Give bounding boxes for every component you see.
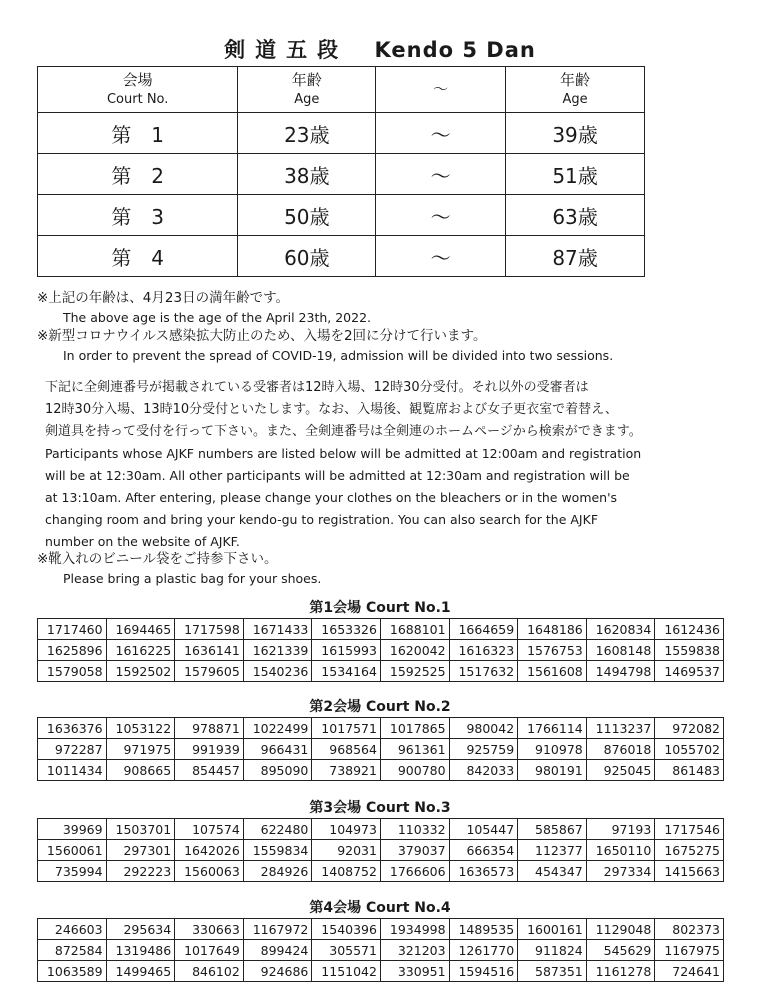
number-cell: 1055702 [655, 739, 724, 760]
number-cell: 802373 [655, 919, 724, 940]
number-cell: 1616225 [106, 640, 175, 661]
number-cell: 876018 [586, 739, 655, 760]
number-cell: 330663 [175, 919, 244, 940]
header-tilde: ～ [376, 67, 506, 113]
number-cell: 978871 [175, 718, 244, 739]
header-age-from [238, 67, 376, 113]
number-cell: 1022499 [243, 718, 312, 739]
court-4-title: 第4会場 Court No.4 [309, 900, 451, 916]
number-cell: 980042 [449, 718, 518, 739]
admission-en-line: will be at 12:30am. All other participants will be admitted at 12:30am and registration will be [45, 468, 630, 483]
table-row [38, 718, 724, 739]
number-cell: 1053122 [106, 718, 175, 739]
age-table [37, 66, 645, 277]
number-cell: 1620834 [586, 619, 655, 640]
shoes-note [37, 550, 727, 588]
number-cell: 1648186 [518, 619, 587, 640]
number-cell: 961361 [380, 739, 449, 760]
number-cell: 1560063 [175, 861, 244, 882]
table-row [38, 640, 724, 661]
number-cell: 1688101 [380, 619, 449, 640]
age-row-to: 39歳 [506, 113, 645, 154]
number-cell: 1494798 [586, 661, 655, 682]
number-cell: 1579605 [175, 661, 244, 682]
header-court-en: Court No. [106, 91, 169, 107]
table-row [38, 840, 724, 861]
number-cell: 1415663 [655, 861, 724, 882]
note-age-en: The above age is the age of the April 23th, 2022. [63, 310, 372, 325]
header-age-to [506, 67, 645, 113]
age-row-court: 第 1 [38, 113, 238, 154]
page-title [0, 34, 760, 64]
number-cell: 1489535 [449, 919, 518, 940]
number-cell: 321203 [380, 940, 449, 961]
number-cell: 924686 [243, 961, 312, 982]
number-cell: 1592525 [380, 661, 449, 682]
number-cell: 1625896 [38, 640, 107, 661]
number-cell: 1559834 [243, 840, 312, 861]
age-row-from: 23歳 [238, 113, 376, 154]
number-cell: 972082 [655, 718, 724, 739]
number-cell: 104973 [312, 819, 381, 840]
number-cell: 284926 [243, 861, 312, 882]
number-cell: 1594516 [449, 961, 518, 982]
number-cell: 1469537 [655, 661, 724, 682]
admission-block [45, 377, 725, 553]
number-cell: 1540236 [243, 661, 312, 682]
court-1-title: 第1会場 Court No.1 [309, 600, 451, 616]
header-court [38, 67, 238, 113]
number-cell: 861483 [655, 760, 724, 781]
number-cell: 968564 [312, 739, 381, 760]
number-cell: 966431 [243, 739, 312, 760]
number-cell: 1592502 [106, 661, 175, 682]
court-3-title: 第3会場 Court No.3 [309, 800, 451, 816]
number-cell: 1766606 [380, 861, 449, 882]
number-cell: 1017865 [380, 718, 449, 739]
number-cell: 1636376 [38, 718, 107, 739]
number-cell: 925759 [449, 739, 518, 760]
admission-jp-line: 剣道具を持って受付を行って下さい。また、全剣連番号は全剣連のホームページから検索ができます。 [45, 424, 642, 439]
number-cell: 1261770 [449, 940, 518, 961]
number-cell: 1534164 [312, 661, 381, 682]
number-cell: 292223 [106, 861, 175, 882]
number-cell: 1653326 [312, 619, 381, 640]
table-row [38, 819, 724, 840]
header-age2-jp: 年齢 [560, 70, 591, 89]
note-covid-jp: ※新型コロナウイルス感染拡大防止のため、入場を2回に分けて行います。 [37, 328, 487, 344]
number-cell: 39969 [38, 819, 107, 840]
age-row-court: 第 3 [38, 195, 238, 236]
age-row [38, 113, 645, 154]
age-row-from: 38歳 [238, 154, 376, 195]
age-row-sep: ～ [376, 113, 506, 154]
number-cell: 735994 [38, 861, 107, 882]
number-cell: 1499465 [106, 961, 175, 982]
number-cell: 972287 [38, 739, 107, 760]
table-row [38, 739, 724, 760]
number-cell: 105447 [449, 819, 518, 840]
number-cell: 1650110 [586, 840, 655, 861]
number-cell: 1615993 [312, 640, 381, 661]
header-court-jp: 会場 [122, 70, 153, 89]
number-cell: 899424 [243, 940, 312, 961]
table-row [38, 619, 724, 640]
court-1-table [37, 618, 724, 682]
number-cell: 980191 [518, 760, 587, 781]
number-cell: 1694465 [106, 619, 175, 640]
number-cell: 1620042 [380, 640, 449, 661]
number-cell: 585867 [518, 819, 587, 840]
number-cell: 97193 [586, 819, 655, 840]
number-cell: 1561608 [518, 661, 587, 682]
age-row [38, 236, 645, 277]
number-cell: 1167972 [243, 919, 312, 940]
number-cell: 112377 [518, 840, 587, 861]
number-cell: 1636573 [449, 861, 518, 882]
number-cell: 991939 [175, 739, 244, 760]
number-cell: 1576753 [518, 640, 587, 661]
number-cell: 1319486 [106, 940, 175, 961]
number-cell: 305571 [312, 940, 381, 961]
notes-block [37, 289, 727, 365]
number-cell: 724641 [655, 961, 724, 982]
age-row-to: 63歳 [506, 195, 645, 236]
number-cell: 1011434 [38, 760, 107, 781]
number-cell: 1642026 [175, 840, 244, 861]
number-cell: 1408752 [312, 861, 381, 882]
number-cell: 846102 [175, 961, 244, 982]
header-age2-en: Age [562, 91, 588, 107]
title-en: Kendo 5 Dan [374, 38, 536, 62]
court-3-table [37, 818, 724, 882]
age-row-sep: ～ [376, 195, 506, 236]
number-cell: 1503701 [106, 819, 175, 840]
number-cell: 895090 [243, 760, 312, 781]
number-cell: 666354 [449, 840, 518, 861]
number-cell: 872584 [38, 940, 107, 961]
table-row [38, 760, 724, 781]
age-row-sep: ～ [376, 236, 506, 277]
age-row [38, 195, 645, 236]
number-cell: 1612436 [655, 619, 724, 640]
number-cell: 1621339 [243, 640, 312, 661]
number-cell: 545629 [586, 940, 655, 961]
age-row-court: 第 2 [38, 154, 238, 195]
number-cell: 1540396 [312, 919, 381, 940]
number-cell: 971975 [106, 739, 175, 760]
number-cell: 1113237 [586, 718, 655, 739]
number-cell: 1167975 [655, 940, 724, 961]
court-2-title: 第2会場 Court No.2 [309, 699, 451, 715]
number-cell: 1017649 [175, 940, 244, 961]
number-cell: 925045 [586, 760, 655, 781]
number-cell: 587351 [518, 961, 587, 982]
number-cell: 454347 [518, 861, 587, 882]
number-cell: 842033 [449, 760, 518, 781]
shoes-en: Please bring a plastic bag for your shoes. [63, 571, 322, 586]
number-cell: 1129048 [586, 919, 655, 940]
admission-en-line: Participants whose AJKF numbers are listed below will be admitted at 12:00am and registration [45, 446, 642, 461]
number-cell: 854457 [175, 760, 244, 781]
number-cell: 1717460 [38, 619, 107, 640]
number-cell: 107574 [175, 819, 244, 840]
age-row-from: 60歳 [238, 236, 376, 277]
number-cell: 330951 [380, 961, 449, 982]
number-cell: 1934998 [380, 919, 449, 940]
age-row-from: 50歳 [238, 195, 376, 236]
age-row-court: 第 4 [38, 236, 238, 277]
number-cell: 1717546 [655, 819, 724, 840]
court-4-table [37, 918, 724, 982]
number-cell: 1664659 [449, 619, 518, 640]
number-cell: 1717598 [175, 619, 244, 640]
number-cell: 1151042 [312, 961, 381, 982]
number-cell: 1671433 [243, 619, 312, 640]
header-age-en: Age [294, 91, 320, 107]
number-cell: 1579058 [38, 661, 107, 682]
title-jp: 剣道五段 [224, 38, 349, 62]
number-cell: 110332 [380, 819, 449, 840]
number-cell: 1608148 [586, 640, 655, 661]
age-row [38, 154, 645, 195]
number-cell: 1559838 [655, 640, 724, 661]
number-cell: 1616323 [449, 640, 518, 661]
table-row [38, 919, 724, 940]
number-cell: 1766114 [518, 718, 587, 739]
number-cell: 1636141 [175, 640, 244, 661]
number-cell: 1560061 [38, 840, 107, 861]
note-age-jp: ※上記の年齢は、4月23日の満年齢です。 [37, 290, 289, 306]
admission-en-line: number on the website of AJKF. [45, 534, 240, 549]
table-row [38, 861, 724, 882]
number-cell: 911824 [518, 940, 587, 961]
admission-jp-line: 12時30分入場、13時10分受付といたします。なお、入場後、観覧席および女子更衣室で着替え、 [45, 402, 618, 417]
number-cell: 1675275 [655, 840, 724, 861]
number-cell: 92031 [312, 840, 381, 861]
number-cell: 900780 [380, 760, 449, 781]
admission-en-line: changing room and bring your kendo-gu to registration. You can also search for the AJKF [45, 512, 599, 527]
admission-jp-line: 下記に全剣連番号が掲載されている受審者は12時入場、12時30分受付。それ以外の受審者は [45, 380, 589, 395]
number-cell: 1017571 [312, 718, 381, 739]
number-cell: 379037 [380, 840, 449, 861]
age-row-to: 51歳 [506, 154, 645, 195]
number-cell: 295634 [106, 919, 175, 940]
admission-en-line: at 13:10am. After entering, please change your clothes on the bleachers or in the women's [45, 490, 618, 505]
age-row-to: 87歳 [506, 236, 645, 277]
age-row-sep: ～ [376, 154, 506, 195]
number-cell: 1600161 [518, 919, 587, 940]
note-covid-en: In order to prevent the spread of COVID-19, admission will be divided into two sessions. [63, 348, 614, 363]
number-cell: 622480 [243, 819, 312, 840]
court-2-table [37, 717, 724, 781]
table-row [38, 661, 724, 682]
table-row [38, 961, 724, 982]
number-cell: 297334 [586, 861, 655, 882]
number-cell: 297301 [106, 840, 175, 861]
number-cell: 1517632 [449, 661, 518, 682]
age-table-header [38, 67, 645, 113]
number-cell: 246603 [38, 919, 107, 940]
header-age-jp: 年齢 [291, 70, 322, 89]
number-cell: 1161278 [586, 961, 655, 982]
table-row [38, 940, 724, 961]
number-cell: 1063589 [38, 961, 107, 982]
number-cell: 908665 [106, 760, 175, 781]
shoes-jp: ※靴入れのビニール袋をご持参下さい。 [37, 551, 278, 567]
number-cell: 738921 [312, 760, 381, 781]
number-cell: 910978 [518, 739, 587, 760]
